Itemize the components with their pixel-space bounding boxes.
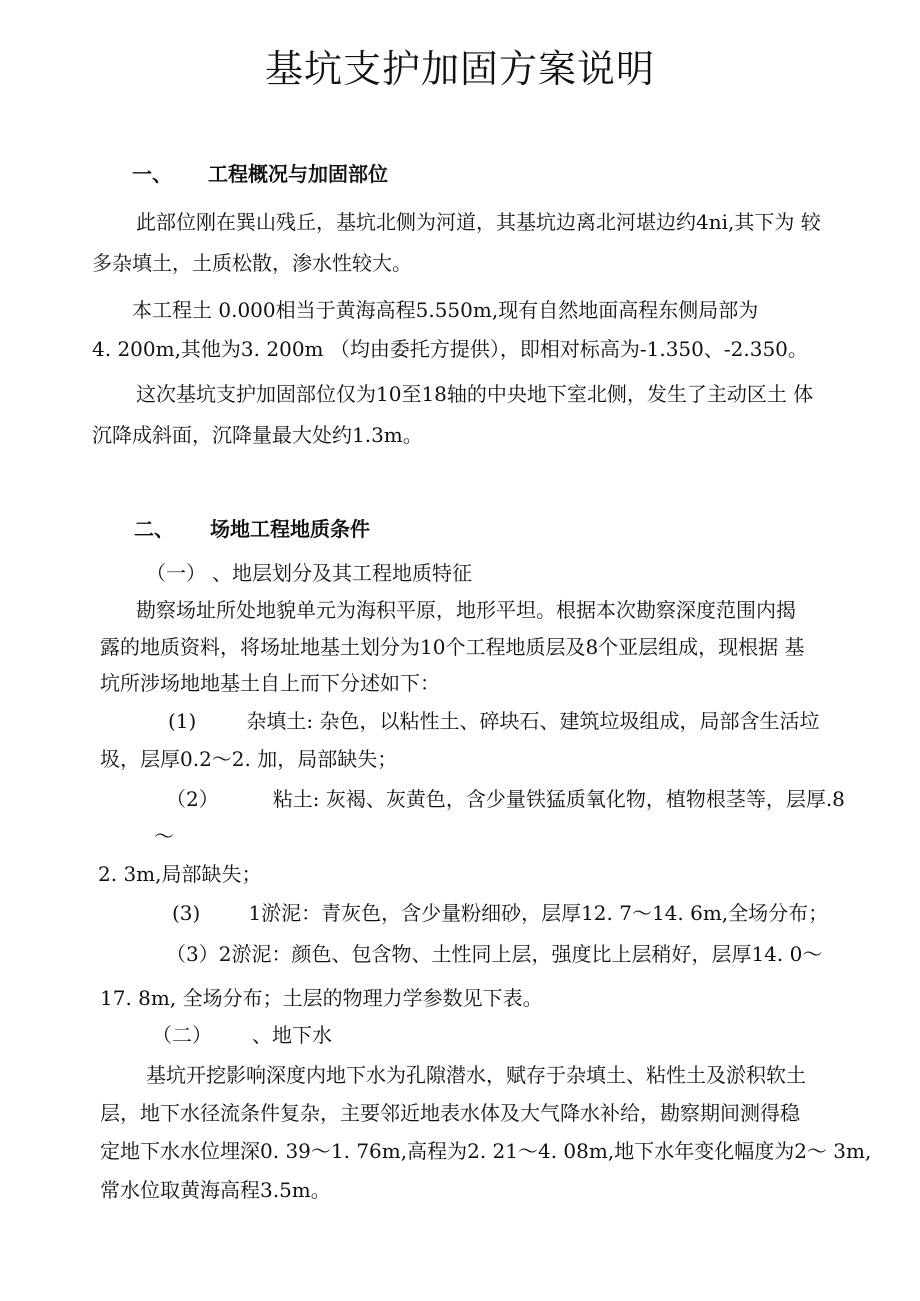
section-1-line-6: 沉降成斜面，沉降量最大处约1.3m。	[92, 423, 423, 447]
layer-2-line-1	[166, 785, 845, 813]
layer-2-number: （2）	[166, 787, 219, 811]
layer-2-line-3: 2. 3m,局部缺失；	[98, 862, 262, 886]
groundwater-para-line-3: 定地下水水位埋深0. 39〜1. 76m,高程为2. 21〜4. 08m,地下水年变化幅度为2〜 3m,	[100, 1139, 872, 1163]
section-1-line-1: 此部位刚在巽山残丘，基坑北侧为河道，其基坑边离北河堪边约4ni,其下为 较	[136, 210, 821, 234]
section-1-line-5: 这次基坑支护加固部位仅为10至18轴的中央地下室北侧，发生了主动区土 体	[136, 382, 814, 406]
layer-2-text: 粘土: 灰褐、灰黄色，含少量铁猛质氧化物，植物根茎等，层厚.8	[272, 787, 845, 811]
geology-para-line-2: 露的地质资料，将场址地基土划分为10个工程地质层及8个亚层组成，现根据 基	[100, 635, 805, 659]
section-2-title: 场地工程地质条件	[210, 517, 370, 541]
geology-para-line-3: 坑所涉场地地基土自上而下分述如下：	[100, 671, 440, 695]
layer-1-line-1	[168, 707, 819, 735]
subsection-2-heading	[152, 1021, 332, 1049]
section-1-line-4: 4. 200m,其他为3. 200m （均由委托方提供），即相对标高为-1.350、-2.350。	[92, 337, 808, 361]
layer-1-line-2: 圾，层厚0.2〜2. 加，局部缺失；	[100, 747, 398, 771]
subsection-1-title: 、地层划分及其工程地质特征	[212, 561, 472, 585]
subsection-1-number: （一）	[146, 561, 206, 585]
layer-3-number: (3)	[172, 901, 201, 925]
layer-3-line-1	[172, 899, 828, 927]
section-1-line-3: 本工程土 0.000相当于黄海高程5.550m,现有自然地面高程东侧局部为	[132, 298, 759, 322]
groundwater-para-line-2: 层，地下水径流条件复杂，主要邻近地表水体及大气降水补给，勘察期间测得稳	[100, 1101, 800, 1125]
section-1-heading	[132, 160, 388, 188]
subsection-1-heading	[146, 559, 472, 587]
section-1-line-2: 多杂填土，土质松散，渗水性较大。	[92, 251, 412, 275]
groundwater-para-line-1: 基坑开挖影响深度内地下水为孔隙潜水，赋存于杂填土、粘性土及淤积软土	[146, 1063, 806, 1087]
section-1-title: 工程概况与加固部位	[208, 162, 388, 186]
layer-4-line-2: 17. 8m, 全场分布；土层的物理力学参数见下表。	[100, 986, 543, 1010]
layer-2-line-2: 〜	[154, 824, 174, 848]
groundwater-para-line-4: 常水位取黄海高程3.5m。	[100, 1178, 331, 1202]
section-2-number: 二、	[134, 517, 174, 541]
section-1-number: 一、	[132, 162, 172, 186]
layer-1-number: (1)	[168, 709, 197, 733]
subsection-2-number: （二）	[152, 1023, 212, 1047]
document-title: 基坑支护加固方案说明	[264, 47, 655, 91]
section-2-heading	[134, 515, 370, 543]
layer-3-text: 1淤泥：青灰色，含少量粉细砂，层厚12. 7〜14. 6m,全场分布；	[248, 901, 829, 925]
geology-para-line-1: 勘察场址所处地貌单元为海积平原，地形平坦。根据本次勘察深度范围内揭	[136, 598, 796, 622]
layer-4-line-1: （3）2淤泥：颜色、包含物、土性同上层，强度比上层稍好，层厚14. 0〜	[166, 942, 823, 966]
subsection-2-title: 、地下水	[252, 1023, 332, 1047]
layer-1-text: 杂填土: 杂色，以粘性土、碎块石、建筑垃圾组成，局部含生活垃	[246, 709, 820, 733]
